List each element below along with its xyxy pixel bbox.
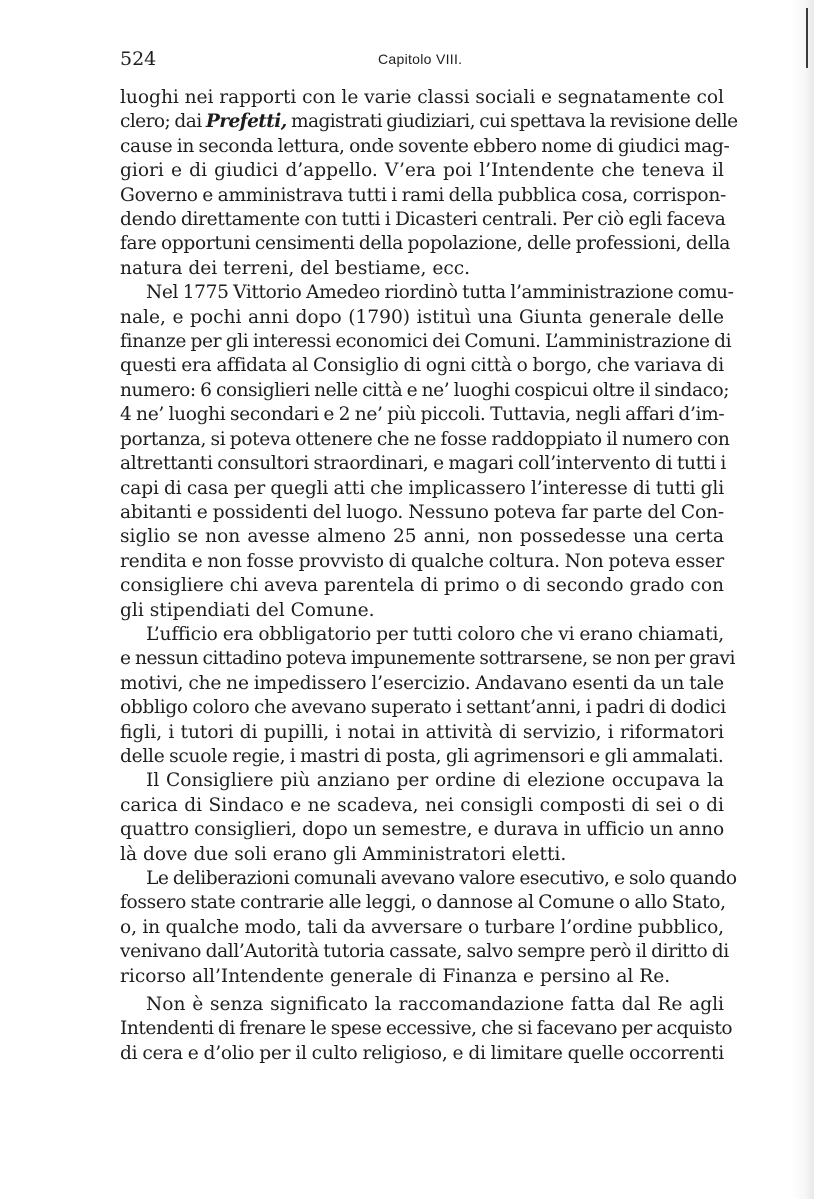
text-line: e nessun cittadino poteva impunemente sottrarsene, se non per gravi	[120, 648, 735, 670]
text-line: venivano dall’Autorità tutoria cassate, salvo sempre però il diritto di	[120, 941, 729, 963]
text-line: gli stipendiati del Comune.	[120, 599, 375, 621]
scan-edge-line	[806, 8, 808, 68]
text-line: questi era affidata al Consiglio di ogni città o borgo, che variava di	[120, 355, 724, 377]
paragraph-5	[120, 867, 737, 989]
text-line: giori e di giudici d’appello. V’era poi l’Intendente che teneva il	[120, 160, 724, 182]
body-text	[120, 86, 738, 1066]
text-line: fare opportuni censimenti della popolazione, delle professioni, della	[120, 233, 730, 255]
text-line: delle scuole regie, i mastri di posta, gli agrimensori e gli ammalati.	[120, 745, 724, 767]
text-line: obbligo coloro che avevano superato i settant’anni, i padri di dodici	[120, 697, 726, 719]
text-line: natura dei terreni, del bestiame, ecc.	[120, 257, 471, 279]
text-line: motivi, che ne impedissero l’esercizio. Andavano esenti da un tale	[120, 672, 724, 694]
text-line: siglio se non avesse almeno 25 anni, non possedesse una certa	[120, 526, 724, 548]
text-line: Intendenti di frenare le spese eccessive, che si facevano per acquisto	[120, 1018, 733, 1040]
text-line: capi di casa per quegli atti che implicassero l’interesse di tutti gli	[120, 477, 724, 499]
text-line: abitanti e possidenti del luogo. Nessuno poteva far parte del Con-	[120, 501, 724, 523]
text-line: finanze per gli interessi economici dei Comuni. L’amministrazione di	[120, 331, 732, 353]
page-header	[120, 48, 720, 72]
text-line: altrettanti consultori straordinari, e magari coll’intervento di tutti i	[120, 453, 727, 475]
text-line: là dove due soli erano gli Amministratori eletti.	[120, 843, 567, 865]
text-line: o, in qualche modo, tali da avversare o turbare l’ordine pubblico,	[120, 916, 724, 938]
text-line: numero: 6 consiglieri nelle città e ne’ luoghi cospicui oltre il sindaco;	[120, 379, 730, 401]
paragraph-6	[120, 993, 733, 1066]
text-line: quattro consiglieri, dopo un semestre, e durava in ufficio un anno	[120, 819, 724, 841]
text-line: carica di Sindaco e ne scadeva, nei consigli composti di sei o di	[120, 794, 724, 816]
scan-page-edge	[792, 0, 814, 1199]
paragraph-2	[120, 281, 734, 623]
text-line: Nel 1775 Vittorio Amedeo riordinò tutta l’amministrazione comu-	[146, 282, 734, 304]
text-line: dendo direttamente con tutti i Dicasteri centrali. Per ciò egli faceva	[120, 209, 726, 231]
text-line: portanza, si poteva ottenere che ne fosse raddoppiato il numero con	[120, 428, 730, 450]
text-line: di cera e d’olio per il culto religioso, e di limitare quelle occorrenti	[120, 1042, 724, 1064]
paragraph-1	[120, 86, 738, 281]
text-line: luoghi nei rapporti con le varie classi sociali e segnatamente col	[120, 87, 724, 108]
text-line: Le deliberazioni comunali avevano valore esecutivo, e solo quando	[146, 868, 737, 889]
text-line: rendita e non fosse provvisto di qualche coltura. Non poteva esser	[120, 550, 724, 572]
text-line: figli, i tutori di pupilli, i notai in attività di servizio, i riformatori	[120, 721, 724, 743]
text-line: Governo e amministrava tutti i rami della pubblica cosa, corrispon-	[120, 184, 727, 206]
text-span: magistrati giudiziari, cui spettava la revisione delle	[286, 111, 738, 133]
text-line: fossero state contrarie alle leggi, o dannose al Comune o allo Stato,	[120, 892, 726, 914]
text-line: L’ufficio era obbligatorio per tutti coloro che vi erano chiamati,	[146, 623, 724, 645]
text-line: ricorso all’Intendente generale di Finanza e persino al Re.	[120, 965, 671, 987]
italic-term: Prefetti,	[205, 111, 287, 133]
text-line: consigliere chi aveva parentela di primo o di secondo grado con	[120, 575, 724, 597]
page-number: 524	[120, 48, 157, 70]
paragraph-3	[120, 623, 735, 769]
text-line	[120, 110, 738, 134]
text-line: cause in seconda lettura, onde sovente ebbero nome di giudici mag-	[120, 135, 730, 157]
text-line: nale, e pochi anni dopo (1790) istituì una Giunta generale delle	[120, 306, 724, 328]
text-line: 4 ne’ luoghi secondari e 2 ne’ più piccoli. Tuttavia, negli affari d’im-	[120, 404, 725, 426]
paragraph-4	[120, 769, 724, 867]
text-line: Non è senza significato la raccomandazione fatta dal Re agli	[146, 994, 724, 1016]
running-head: Capitolo VIII.	[378, 51, 463, 67]
text-line: Il Consigliere più anziano per ordine di elezione occupava la	[146, 770, 724, 792]
text-span: clero; dai	[120, 111, 206, 133]
